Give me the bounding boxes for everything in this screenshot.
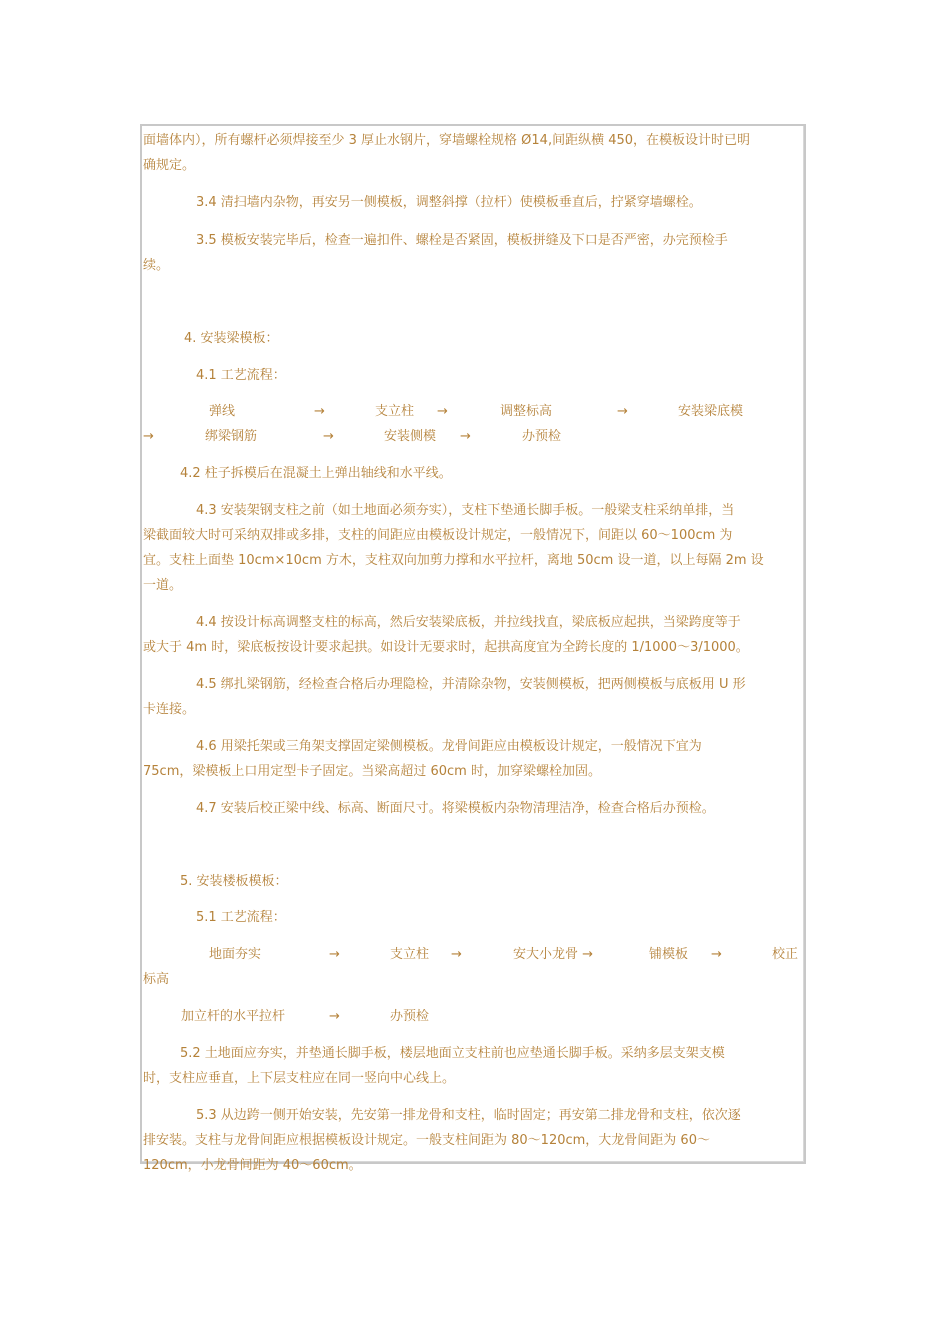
paragraph-4-4: 4.4 按设计标高调整支柱的标高，然后安装梁底板，并拉线找直，梁底板应起拱，当梁跨度等于 <box>196 615 741 630</box>
flow-step: 安装侧模 <box>384 429 437 444</box>
flow-arrow: → <box>329 947 340 962</box>
flow-arrow: → <box>460 429 471 444</box>
flow-step: 办预检 <box>390 1009 430 1024</box>
text-line: 时，支柱应垂直，上下层支柱应在同一竖向中心线上。 <box>143 1071 456 1086</box>
flow-beam-row1 <box>0 404 950 420</box>
flow-beam-row2 <box>0 429 950 445</box>
flow-step: 调整标高 <box>500 404 553 419</box>
paragraph-5-2: 5.2 土地面应夯实，并垫通长脚手板，楼层地面立支柱前也应垫通长脚手板。采纳多层支架支模 <box>180 1046 725 1061</box>
paragraph-4-3: 4.3 安装架钢支柱之前（如土地面必须夯实），支柱下垫通长脚手板。一般梁支柱采纳单排，当 <box>196 503 735 518</box>
flow-step: 安大小龙骨 → <box>513 947 594 962</box>
section-heading-4: 4. 安装梁模板： <box>184 331 279 346</box>
text-line: 一道。 <box>143 578 183 593</box>
paragraph-4-2: 4.2 柱子拆模后在混凝土上弹出轴线和水平线。 <box>180 466 452 481</box>
flow-step: 弹线 <box>209 404 236 419</box>
flow-step: 铺模板 <box>649 947 689 962</box>
flow-arrow: → <box>711 947 722 962</box>
flow-arrow: → <box>451 947 462 962</box>
flow-arrow: → <box>329 1009 340 1024</box>
paragraph-3-5: 3.5 模板安装完毕后，检查一遍扣件、螺栓是否紧固，模板拼缝及下口是否严密，办完预检手 <box>196 233 728 248</box>
flow-slab-row1 <box>0 947 950 963</box>
text-line: 确规定。 <box>143 158 196 173</box>
flow-arrow: → <box>617 404 628 419</box>
text-line: 续。 <box>143 258 170 273</box>
flow-arrow: → <box>314 404 325 419</box>
text-line: 或大于 4m 时，梁底板按设计要求起拱。如设计无要求时，起拱高度宜为全跨长度的 1/1000～3/1000。 <box>143 640 749 655</box>
paragraph-4-7: 4.7 安装后校正梁中线、标高、断面尺寸。将梁模板内杂物清理洁净，检查合格后办预检。 <box>196 801 715 816</box>
flow-arrow: → <box>143 429 154 444</box>
paragraph-3-4: 3.4 清扫墙内杂物，再安另一侧模板，调整斜撑（拉杆）使模板垂直后，拧紧穿墙螺栓。 <box>196 195 702 210</box>
flow-arrow: → <box>323 429 334 444</box>
flow-step: 安装梁底模 <box>678 404 744 419</box>
text-line: 梁截面较大时可采纳双排或多排，支柱的间距应由模板设计规定，一般情况下，间距以 60～100cm 为 <box>143 528 733 543</box>
paragraph-4-1: 4.1 工艺流程： <box>196 368 286 383</box>
text-line: 卡连接。 <box>143 702 196 717</box>
flow-step: 支立柱 <box>375 404 415 419</box>
flow-step: 办预检 <box>522 429 562 444</box>
text-line: 宜。支柱上面垫 10cm×10cm 方木，支柱双向加剪力撑和水平拉杆，离地 50cm 设一道，以上每隔 2m 设 <box>143 553 764 568</box>
flow-step: 绑梁钢筋 <box>205 429 258 444</box>
flow-step: 校正 <box>772 947 799 962</box>
paragraph-4-6: 4.6 用梁托架或三角架支撑固定梁侧模板。龙骨间距应由模板设计规定，一般情况下宜为 <box>196 739 702 754</box>
paragraph-4-5: 4.5 绑扎梁钢筋，经检查合格后办理隐检，并清除杂物，安装侧模板，把两侧模板与底板用 U 形 <box>196 677 746 692</box>
paragraph-5-1: 5.1 工艺流程： <box>196 910 286 925</box>
flow-step: 支立柱 <box>390 947 430 962</box>
paragraph-5-3: 5.3 从边跨一侧开始安装，先安第一排龙骨和支柱，临时固定；再安第二排龙骨和支柱，依次逐 <box>196 1108 741 1123</box>
flow-arrow: → <box>437 404 448 419</box>
text-line: 排安装。支柱与龙骨间距应根据模板设计规定。一般支柱间距为 80～120cm，大龙骨间距为 60～ <box>143 1133 710 1148</box>
flow-step: 标高 <box>143 972 170 987</box>
text-line: 面墙体内），所有螺杆必须焊接至少 3 厚止水钢片，穿墙螺栓规格 Ø14,间距纵横 450，在模板设计时已明 <box>143 133 751 148</box>
text-line: 120cm，小龙骨间距为 40～60cm。 <box>143 1158 362 1173</box>
text-line: 75cm，梁模板上口用定型卡子固定。当梁高超过 60cm 时，加穿梁螺栓加固。 <box>143 764 601 779</box>
flow-slab-row2 <box>0 1009 950 1025</box>
section-heading-5: 5. 安装楼板模板： <box>180 874 288 889</box>
flow-step: 加立杆的水平拉杆 <box>181 1009 286 1024</box>
flow-step: 地面夯实 <box>209 947 262 962</box>
